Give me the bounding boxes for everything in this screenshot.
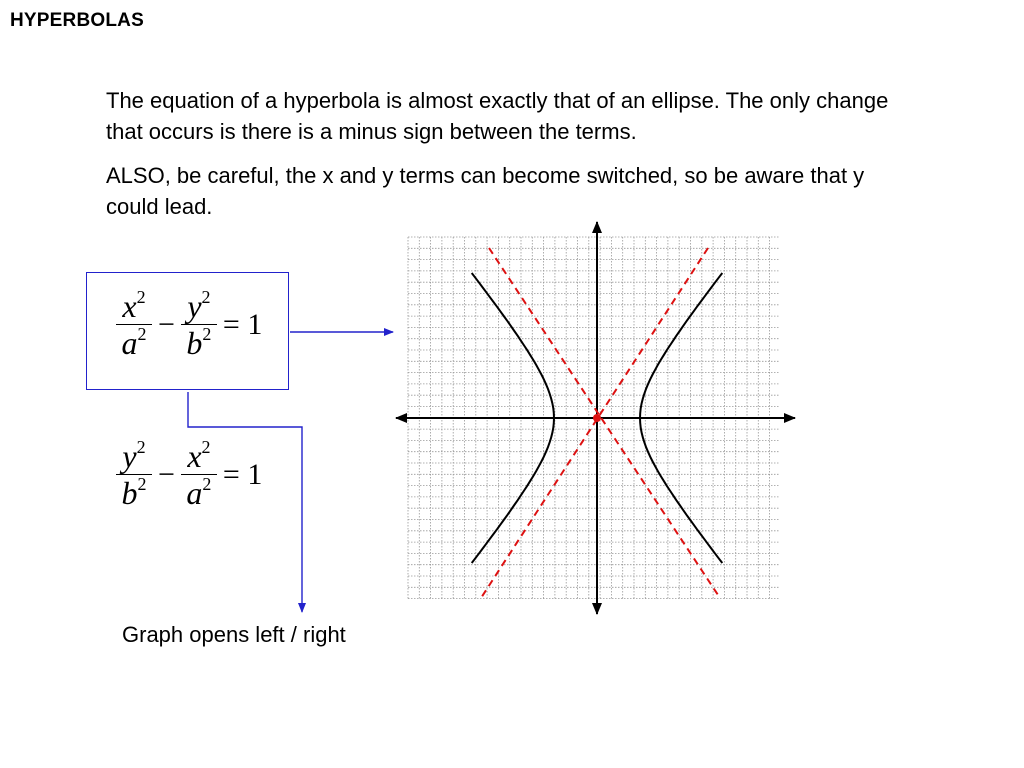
- denominator: b: [186, 325, 203, 361]
- page-title: HYPERBOLAS: [10, 10, 144, 31]
- exponent: 2: [201, 437, 211, 457]
- equals-one: = 1: [222, 457, 263, 491]
- numerator: x: [122, 288, 137, 324]
- center-point: [593, 414, 601, 422]
- exponent: 2: [202, 474, 212, 494]
- denominator: a: [121, 325, 138, 361]
- denominator: a: [186, 475, 203, 511]
- numerator: x: [187, 438, 202, 474]
- exponent: 2: [137, 324, 147, 344]
- numerator: y: [187, 288, 202, 324]
- denominator: b: [121, 475, 138, 511]
- exponent: 2: [136, 287, 146, 307]
- exponent: 2: [136, 437, 146, 457]
- minus-sign: −: [158, 457, 175, 491]
- asymptote-line: [481, 248, 708, 598]
- connector-arrow-to-caption: [188, 392, 302, 612]
- minus-sign: −: [158, 307, 175, 341]
- warning-paragraph: ALSO, be careful, the x and y terms can become switched, so be aware that y could lead.: [106, 163, 865, 219]
- graph-caption: Graph opens left / right: [122, 622, 346, 647]
- exponent: 2: [137, 474, 147, 494]
- exponent: 2: [202, 324, 212, 344]
- equals-one: = 1: [222, 307, 263, 341]
- numerator: y: [122, 438, 137, 474]
- exponent: 2: [201, 287, 211, 307]
- intro-paragraph: The equation of a hyperbola is almost exactly that of an ellipse. The only change that occurs is there is a minus sign between the terms.: [106, 88, 889, 144]
- asymptote-line: [489, 248, 720, 598]
